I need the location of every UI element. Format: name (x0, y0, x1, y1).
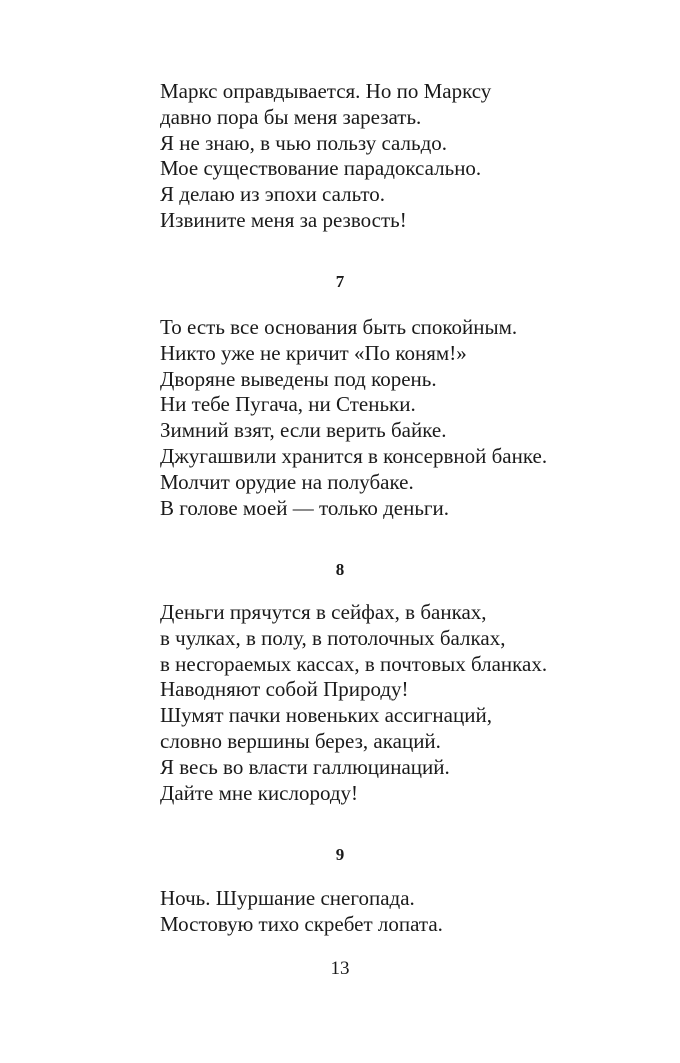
poem-line: Молчит орудие на полубаке. (160, 469, 414, 494)
poem-line: Деньги прячутся в сейфах, в банках, (160, 600, 487, 624)
poem-line: давно пора бы меня зарезать. (160, 104, 422, 129)
poem-line: Мостовую тихо скребет лопата. (160, 911, 443, 936)
stanza-6-continuation (160, 79, 640, 234)
section-number-7: 7 (335, 272, 345, 291)
section-number-8: 8 (335, 560, 345, 579)
poem-line: То есть все основания быть спокойным. (160, 315, 518, 339)
poem-line: Мое существование парадоксально. (160, 156, 482, 181)
section-number-9: 9 (335, 845, 345, 864)
stanza-7 (160, 315, 640, 521)
poem-line: Джугашвили хранится в консервной банке. (160, 443, 548, 468)
poem-line: в несгораемых кассах, в почтовых бланках. (160, 651, 548, 676)
poem-line: Я делаю из эпохи сальто. (160, 182, 385, 207)
poem-line: Дворяне выведены под корень. (160, 366, 437, 391)
poem-line: в чулках, в полу, в потолочных балках, (160, 625, 506, 650)
stanza-9 (160, 886, 640, 938)
poem-line: Наводняют собой Природу! (160, 677, 409, 702)
poem-line: Шумят пачки новеньких ассигнаций, (160, 703, 492, 728)
page-number: 13 (330, 958, 350, 979)
poem-line: Я весь во власти галлюцинаций. (160, 754, 450, 779)
poem-line: Извините меня за резвость! (160, 207, 407, 232)
poem-line: Дайте мне кислороду! (160, 780, 359, 805)
poem-line: Маркс оправдывается. Но по Марксу (160, 79, 492, 103)
poem-line: Никто уже не кричит «По коням!» (160, 340, 467, 365)
poem-line: Ночь. Шуршание снегопада. (160, 886, 415, 910)
poem-line: В голове моей — только деньги. (160, 495, 450, 520)
stanza-8 (160, 600, 640, 806)
poem-line: Я не знаю, в чью пользу сальдо. (160, 130, 448, 155)
poem-line: словно вершины берез, акаций. (160, 728, 441, 753)
poem-line: Ни тебе Пугача, ни Стеньки. (160, 392, 416, 417)
poem-line: Зимний взят, если верить байке. (160, 418, 447, 443)
